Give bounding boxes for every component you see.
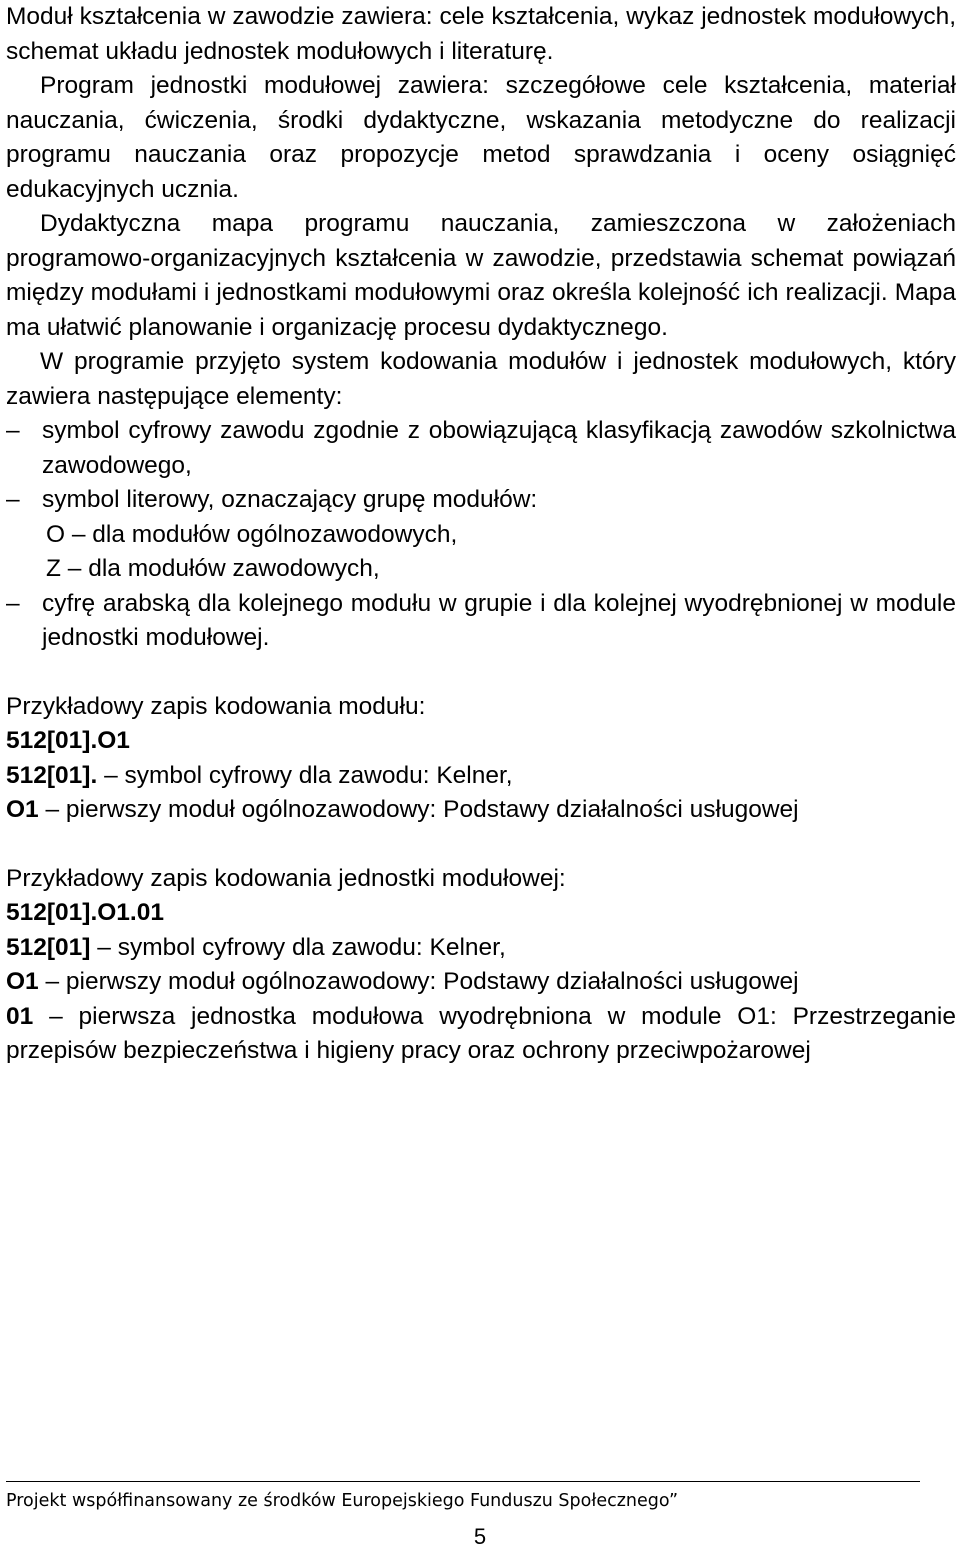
footer-funding-note: Projekt współfinansowany ze środków Europejskiego Funduszu Społecznego” — [6, 1491, 679, 1511]
list-item-text: symbol literowy, oznaczający grupę modułów: — [42, 486, 538, 513]
list-item-text: symbol cyfrowy zawodu zgodnie z obowiązującą klasyfikacją zawodów szkolnictwa zawodowego, — [42, 417, 956, 479]
code-part: O1 — [6, 796, 39, 823]
code-description: – symbol cyfrowy dla zawodu: Kelner, — [90, 933, 506, 961]
sub-list-item: O – dla modułów ogólnozawodowych, — [46, 520, 458, 548]
example-code: 512[01].O1 — [6, 727, 130, 754]
code-description: – pierwszy moduł ogólnozawodowy: Podstawy działalności usługowej — [38, 968, 799, 995]
example-line — [6, 965, 956, 1000]
example-line — [6, 793, 956, 828]
example-heading: Przykładowy zapis kodowania jednostki modułowej: — [6, 864, 566, 892]
paragraph-didactic-map: Dydaktyczna mapa programu nauczania, zamieszczona w założeniach programowo-organizacyjnych kształcenia w zawodzie, przedstawia schemat powiązań między modułami i jednostkami modułowymi oraz określa kolejność ich realizacji. Mapa ma ułatwić planowanie i organizację procesu dydaktycznego. — [6, 210, 956, 341]
sub-list-item: Z – dla modułów zawodowych, — [46, 555, 380, 582]
example-line — [6, 1000, 956, 1069]
footer-divider — [6, 1481, 920, 1482]
paragraph-coding-system: W programie przyjęto system kodowania modułów i jednostek modułowych, który zawiera następujące elementy: — [6, 348, 956, 410]
code-description: – pierwsza jednostka modułowa wyodrębniona w module O1: Przestrzeganie przepisów bezpieczeństwa i higieny pracy oraz ochrony przeciwpożarowej — [6, 1002, 956, 1064]
paragraph-module-contents: Moduł kształcenia w zawodzie zawiera: cele kształcenia, wykaz jednostek modułowych, schemat układu jednostek modułowych i literaturę. — [6, 3, 956, 65]
code-part: O1 — [6, 968, 39, 995]
list-item-text: cyfrę arabską dla kolejnego modułu w grupie i dla kolejnej wyodrębnionej w module jednostki modułowej. — [42, 589, 956, 651]
example-code: 512[01].O1.01 — [6, 899, 164, 926]
list-item — [6, 483, 956, 518]
code-part: 01 — [6, 1002, 34, 1030]
code-description: – symbol cyfrowy dla zawodu: Kelner, — [97, 761, 513, 789]
dash-bullet: – — [6, 589, 20, 617]
example-heading: Przykładowy zapis kodowania modułu: — [6, 692, 426, 720]
code-part: 512[01]. — [6, 761, 98, 789]
list-item — [6, 587, 956, 656]
example-line — [6, 931, 956, 966]
document-body — [6, 0, 956, 1069]
list-item — [6, 414, 956, 483]
paragraph-unit-program: Program jednostki modułowej zawiera: szczegółowe cele kształcenia, materiał nauczania, ćwiczenia, środki dydaktyczne, wskazania metodyczne do realizacji programu nauczania oraz propozycje metod sprawdzania i oceny osiągnięć edukacyjnych ucznia. — [6, 72, 956, 203]
dash-bullet: – — [6, 417, 20, 444]
page-number: 5 — [473, 1524, 487, 1549]
module-code-example — [6, 690, 956, 828]
example-line — [6, 759, 956, 794]
code-part: 512[01] — [6, 933, 91, 961]
dash-bullet: – — [6, 486, 20, 513]
unit-code-example — [6, 862, 956, 1069]
code-description: – pierwszy moduł ogólnozawodowy: Podstawy działalności usługowej — [38, 796, 799, 823]
